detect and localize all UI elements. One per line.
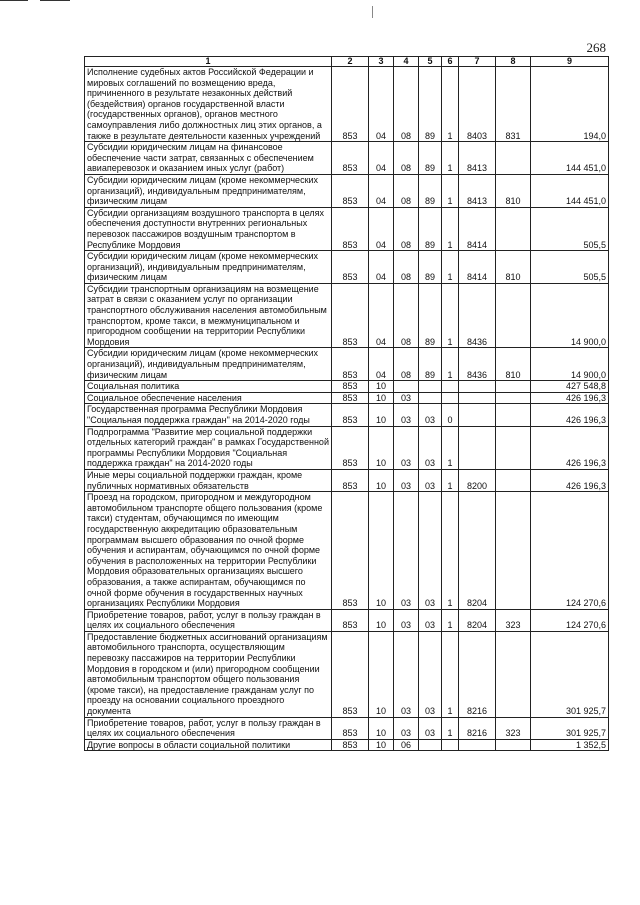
cell-code-section: 04 (369, 348, 394, 381)
table-row (85, 492, 609, 610)
table-row (85, 426, 609, 469)
cell-code-program (419, 381, 442, 393)
cell-code-expense-type (496, 739, 531, 751)
cell-code-subsection: 08 (394, 283, 419, 348)
cell-code-subprogram: 1 (442, 283, 459, 348)
table-row (85, 174, 609, 207)
cell-code-program: 89 (419, 174, 442, 207)
cell-code-subprogram: 1 (442, 492, 459, 610)
cell-code-subsection: 03 (394, 609, 419, 631)
cell-code-article: 8436 (459, 348, 496, 381)
cell-code-section: 10 (369, 392, 394, 404)
cell-amount: 505,5 (531, 251, 609, 284)
row-description: Субсидии организациям воздушного транспорта в целях обеспечения доступности внутренних региональных перевозок пассажиров воздушным транспортом в Республике Мордовия (85, 207, 332, 250)
cell-amount: 426 196,3 (531, 469, 609, 491)
cell-code-subprogram: 1 (442, 609, 459, 631)
cell-code-article (459, 404, 496, 426)
cell-code-section: 10 (369, 381, 394, 393)
cell-code-subprogram: 1 (442, 67, 459, 142)
cell-amount: 426 196,3 (531, 404, 609, 426)
cell-code-subprogram (442, 739, 459, 751)
cell-code-program: 03 (419, 631, 442, 717)
cell-code-expense-type (496, 404, 531, 426)
scan-speck (372, 6, 373, 18)
cell-code-expense-type: 323 (496, 717, 531, 739)
cell-code-article: 8204 (459, 609, 496, 631)
cell-code-ministry: 853 (332, 739, 369, 751)
cell-code-subprogram: 1 (442, 142, 459, 175)
cell-code-article (459, 381, 496, 393)
cell-code-program: 89 (419, 251, 442, 284)
cell-code-program: 03 (419, 426, 442, 469)
table-row (85, 392, 609, 404)
cell-code-section: 04 (369, 142, 394, 175)
cell-code-program: 89 (419, 283, 442, 348)
cell-code-ministry: 853 (332, 67, 369, 142)
cell-code-program: 03 (419, 609, 442, 631)
cell-code-ministry: 853 (332, 426, 369, 469)
cell-code-article: 8204 (459, 492, 496, 610)
cell-code-subprogram: 1 (442, 426, 459, 469)
cell-code-ministry: 853 (332, 404, 369, 426)
cell-code-article: 8436 (459, 283, 496, 348)
page-number: 268 (586, 40, 606, 55)
cell-code-subsection: 06 (394, 739, 419, 751)
cell-code-section: 10 (369, 717, 394, 739)
table-row (85, 67, 609, 142)
cell-code-program: 03 (419, 717, 442, 739)
row-description: Проезд на городском, пригородном и междугородном автомобильном транспорте общего пользования (кроме такси) студентам, обучающимся по имеющим государственную аккредитацию образовательным программам высшего образования по очной форме обучения и аспирантам, обучающимся по очной форме обучения в расположенных на территории Республики Мордовия образовательных организациях высшего образования, а также аспирантам, обучающимся по очной форме обучения в государственных научных организациях Республики Мордовия (85, 492, 332, 610)
row-description: Исполнение судебных актов Российской Федерации и мировых соглашений по возмещению вреда, причиненного в результате незаконных действий (бездействия) органов государственной власти (государственных органов), органов местного самоуправления либо должностных лиц этих органов, а также в результате деятельности казенных учреждений (85, 67, 332, 142)
cell-code-section: 10 (369, 469, 394, 491)
cell-code-subprogram: 1 (442, 174, 459, 207)
column-header: 6 (442, 57, 459, 67)
cell-code-ministry: 853 (332, 609, 369, 631)
cell-code-subsection: 03 (394, 492, 419, 610)
column-header: 5 (419, 57, 442, 67)
cell-amount: 14 900,0 (531, 348, 609, 381)
cell-code-subprogram: 0 (442, 404, 459, 426)
row-description: Иные меры социальной поддержки граждан, кроме публичных нормативных обязательств (85, 469, 332, 491)
cell-code-program: 03 (419, 469, 442, 491)
cell-code-ministry: 853 (332, 142, 369, 175)
row-description: Государственная программа Республики Мордовия "Социальная поддержка граждан" на 2014-2020 годы (85, 404, 332, 426)
cell-amount: 426 196,3 (531, 426, 609, 469)
cell-code-section: 10 (369, 492, 394, 610)
row-description: Предоставление бюджетных ассигнований организациям автомобильного транспорта, осуществляющим перевозку пассажиров на территории Республики Мордовия в городском и (или) пригородном сообщении автомобильным транспортом общего пользования (кроме такси), на предоставление гражданам услуг по проезду на основании социального проездного документа (85, 631, 332, 717)
cell-code-section: 04 (369, 283, 394, 348)
cell-code-ministry: 853 (332, 251, 369, 284)
cell-code-expense-type: 810 (496, 348, 531, 381)
row-description: Приобретение товаров, работ, услуг в пользу граждан в целях их социального обеспечения (85, 717, 332, 739)
cell-code-section: 04 (369, 207, 394, 250)
table-row (85, 283, 609, 348)
column-header: 3 (369, 57, 394, 67)
cell-code-subsection: 03 (394, 404, 419, 426)
row-description: Субсидии юридическим лицам (кроме некоммерческих организаций), индивидуальным предпринимателям, физическим лицам (85, 348, 332, 381)
cell-code-expense-type: 323 (496, 609, 531, 631)
table-row (85, 609, 609, 631)
cell-code-subsection: 03 (394, 631, 419, 717)
row-description: Субсидии юридическим лицам (кроме некоммерческих организаций), индивидуальным предпринимателям, физическим лицам (85, 174, 332, 207)
row-description: Социальное обеспечение населения (85, 392, 332, 404)
cell-code-ministry: 853 (332, 207, 369, 250)
cell-amount: 144 451,0 (531, 142, 609, 175)
cell-code-section: 10 (369, 739, 394, 751)
cell-amount: 144 451,0 (531, 174, 609, 207)
cell-code-subsection (394, 381, 419, 393)
row-description: Субсидии юридическим лицам (кроме некоммерческих организаций), индивидуальным предпринимателям, физическим лицам (85, 251, 332, 284)
cell-code-subsection: 08 (394, 67, 419, 142)
cell-code-program (419, 392, 442, 404)
cell-code-subsection: 08 (394, 207, 419, 250)
cell-code-ministry: 853 (332, 717, 369, 739)
cell-code-subsection: 03 (394, 392, 419, 404)
row-description: Приобретение товаров, работ, услуг в пользу граждан в целях их социального обеспечения (85, 609, 332, 631)
cell-code-subprogram: 1 (442, 631, 459, 717)
table-row (85, 142, 609, 175)
cell-code-article (459, 739, 496, 751)
cell-amount: 301 925,7 (531, 717, 609, 739)
cell-code-expense-type (496, 426, 531, 469)
cell-code-subsection: 08 (394, 251, 419, 284)
cell-code-expense-type (496, 492, 531, 610)
row-description: Подпрограмма "Развитие мер социальной поддержки отдельных категорий граждан" в рамках Государственной программы Республики Мордовия "Социальная поддержка граждан" на 2014-2020 годы (85, 426, 332, 469)
cell-code-subsection: 08 (394, 142, 419, 175)
cell-amount: 194,0 (531, 67, 609, 142)
cell-amount: 427 548,8 (531, 381, 609, 393)
column-header: 7 (459, 57, 496, 67)
cell-code-article: 8403 (459, 67, 496, 142)
cell-code-subsection: 08 (394, 174, 419, 207)
cell-code-section: 04 (369, 174, 394, 207)
cell-code-subsection: 08 (394, 348, 419, 381)
cell-code-article: 8413 (459, 142, 496, 175)
cell-code-expense-type (496, 142, 531, 175)
cell-code-section: 04 (369, 251, 394, 284)
cell-code-ministry: 853 (332, 492, 369, 610)
cell-amount: 301 925,7 (531, 631, 609, 717)
scan-edge-mark (0, 0, 28, 1)
cell-code-expense-type (496, 207, 531, 250)
cell-code-ministry: 853 (332, 381, 369, 393)
row-description: Субсидии транспортным организациям на возмещение затрат в связи с оказанием услуг по организации транспортного обслуживания населения автомобильным транспортом, кроме такси, в межмуниципальном и пригородном сообщении на территории Республики Мордовия (85, 283, 332, 348)
cell-code-subprogram: 1 (442, 207, 459, 250)
cell-code-subsection: 03 (394, 426, 419, 469)
cell-code-subprogram: 1 (442, 717, 459, 739)
table-row (85, 717, 609, 739)
column-header: 2 (332, 57, 369, 67)
cell-code-section: 10 (369, 631, 394, 717)
table-row (85, 739, 609, 751)
table-row (85, 469, 609, 491)
cell-code-subprogram: 1 (442, 251, 459, 284)
cell-code-section: 10 (369, 426, 394, 469)
cell-code-subsection: 03 (394, 717, 419, 739)
table-row (85, 381, 609, 393)
cell-code-expense-type (496, 631, 531, 717)
cell-code-article: 8414 (459, 207, 496, 250)
cell-code-article: 8216 (459, 717, 496, 739)
cell-code-section: 04 (369, 67, 394, 142)
cell-code-expense-type: 831 (496, 67, 531, 142)
cell-code-program: 89 (419, 207, 442, 250)
cell-amount: 1 352,5 (531, 739, 609, 751)
cell-code-program: 03 (419, 404, 442, 426)
cell-code-subprogram (442, 381, 459, 393)
cell-code-expense-type (496, 392, 531, 404)
column-header: 4 (394, 57, 419, 67)
column-header: 1 (85, 57, 332, 67)
cell-code-article (459, 392, 496, 404)
cell-code-subsection: 03 (394, 469, 419, 491)
cell-code-program: 89 (419, 142, 442, 175)
cell-code-article: 8216 (459, 631, 496, 717)
row-description: Другие вопросы в области социальной политики (85, 739, 332, 751)
cell-code-article: 8200 (459, 469, 496, 491)
cell-code-program: 89 (419, 348, 442, 381)
cell-code-program (419, 739, 442, 751)
cell-code-ministry: 853 (332, 469, 369, 491)
cell-amount: 426 196,3 (531, 392, 609, 404)
cell-code-article: 8413 (459, 174, 496, 207)
cell-code-subprogram: 1 (442, 469, 459, 491)
cell-amount: 14 900,0 (531, 283, 609, 348)
scan-edge-mark (40, 0, 70, 1)
header-row (85, 57, 609, 67)
cell-code-expense-type: 810 (496, 174, 531, 207)
cell-code-subprogram (442, 392, 459, 404)
cell-code-expense-type (496, 469, 531, 491)
cell-code-article: 8414 (459, 251, 496, 284)
column-header: 8 (496, 57, 531, 67)
cell-code-ministry: 853 (332, 283, 369, 348)
cell-code-ministry: 853 (332, 631, 369, 717)
table-row (85, 251, 609, 284)
cell-amount: 124 270,6 (531, 492, 609, 610)
table-row (85, 348, 609, 381)
cell-code-expense-type (496, 283, 531, 348)
cell-amount: 124 270,6 (531, 609, 609, 631)
cell-code-subprogram: 1 (442, 348, 459, 381)
row-description: Социальная политика (85, 381, 332, 393)
column-header: 9 (531, 57, 609, 67)
budget-table (84, 56, 609, 751)
table-row (85, 207, 609, 250)
cell-code-section: 10 (369, 609, 394, 631)
cell-code-ministry: 853 (332, 348, 369, 381)
cell-code-article (459, 426, 496, 469)
row-description: Субсидии юридическим лицам на финансовое обеспечение части затрат, связанных с обеспечением авиаперевозок и оказанием иных услуг (работ) (85, 142, 332, 175)
cell-code-expense-type: 810 (496, 251, 531, 284)
cell-code-expense-type (496, 381, 531, 393)
cell-code-program: 03 (419, 492, 442, 610)
table-row (85, 631, 609, 717)
cell-code-program: 89 (419, 67, 442, 142)
cell-code-ministry: 853 (332, 174, 369, 207)
cell-code-section: 10 (369, 404, 394, 426)
cell-amount: 505,5 (531, 207, 609, 250)
table-row (85, 404, 609, 426)
cell-code-ministry: 853 (332, 392, 369, 404)
